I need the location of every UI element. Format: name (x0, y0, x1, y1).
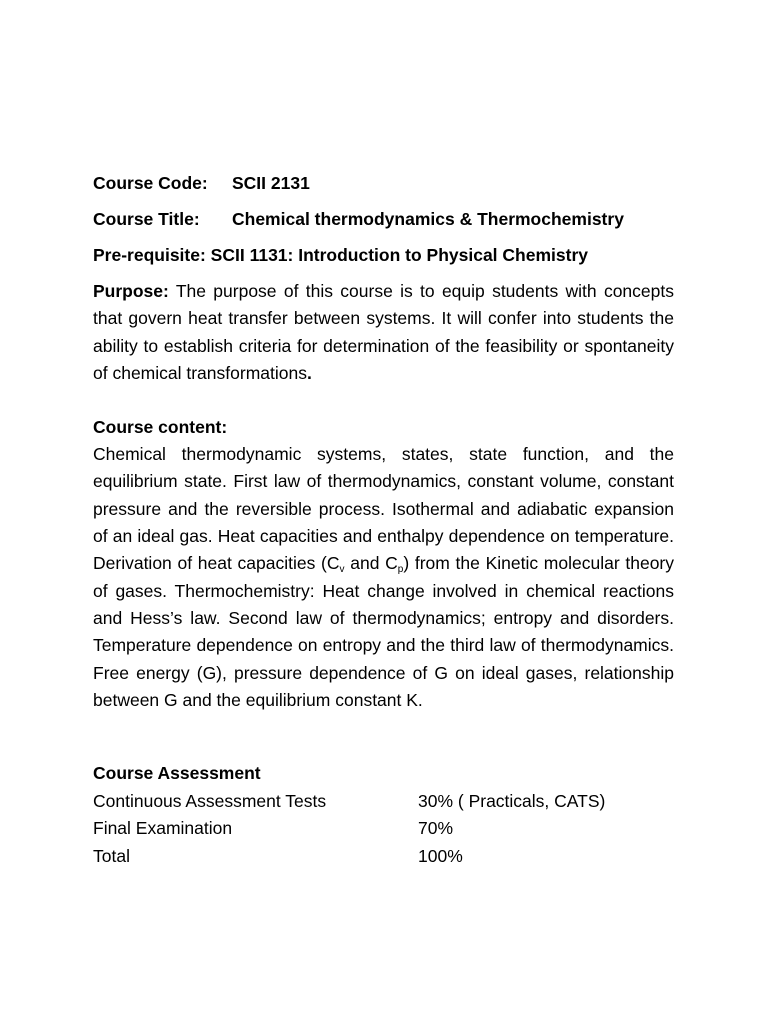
assessment-item: Continuous Assessment Tests (93, 790, 327, 811)
prerequisite-line: Pre-requisite: SCII 1131: Introduction to Physical Chemistry (93, 245, 588, 265)
assessment-item: Total (93, 845, 130, 866)
content-text-1: Chemical thermodynamic systems, states, state function, and the equilibrium state. First law of thermodynamics, constant volume, constant pressure and the reversible process. Isothermal and adiabatic expansion of an ideal gas. Heat capacities and enthalpy dependence on temperature. Derivation of heat capacities (C (93, 444, 674, 574)
assessment-weight: 70% (418, 818, 454, 839)
course-code-row (93, 170, 674, 197)
course-title-label: Course Title: (93, 209, 200, 229)
assessment-weight: 100% (418, 845, 463, 866)
purpose-paragraph (93, 278, 674, 387)
course-content-heading: Course content: (93, 417, 228, 438)
assessment-row (93, 788, 674, 816)
course-assessment-heading: Course Assessment (93, 763, 261, 784)
assessment-row (93, 843, 674, 871)
document-page (93, 170, 674, 870)
content-subscript-v: v (339, 564, 345, 576)
assessment-weight: 30% ( Practicals, CATS) (418, 790, 606, 811)
assessment-item: Final Examination (93, 818, 233, 839)
content-text-2: and C (344, 553, 398, 574)
course-content-paragraph (93, 441, 674, 714)
assessment-row (93, 815, 674, 843)
course-title-row (93, 206, 674, 233)
course-code-label: Course Code: (93, 173, 208, 193)
course-code-value: SCII 2131 (232, 173, 310, 193)
content-text-3: ) from the Kinetic molecular theory of gases. Thermochemistry: Heat change involved in chemical reactions and Hess’s law. Second law of thermodynamics; entropy and disorders. Temperature dependence on entropy and the third law of thermodynamics. Free energy (G), pressure dependence of G on ideal gases, relationship between G and the equilibrium constant K. (93, 553, 675, 710)
content-subscript-p: p (397, 564, 404, 576)
course-title-value: Chemical thermodynamics & Thermochemistry (232, 209, 624, 229)
purpose-label: Purpose: (93, 281, 169, 301)
purpose-end: . (306, 362, 312, 383)
purpose-text: The purpose of this course is to equip students with concepts that govern heat transfer between systems. It will confer into students the ability to establish criteria for determination of the feasibility or spontaneity of chemical transformations (93, 281, 674, 383)
